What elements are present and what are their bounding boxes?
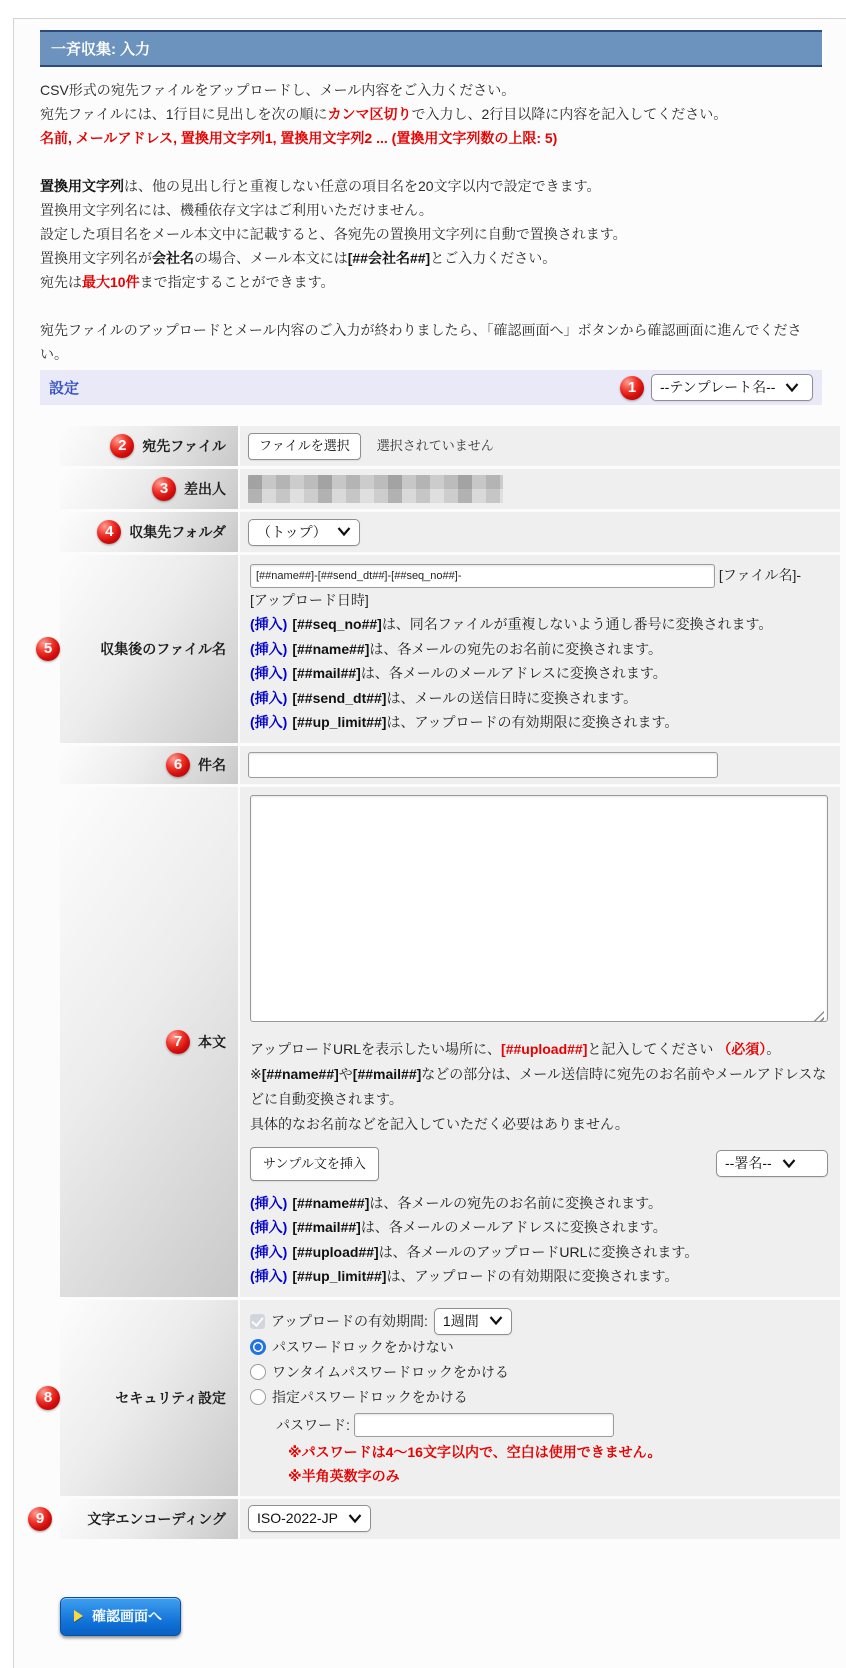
row-label-cell <box>60 512 238 552</box>
row-value-cell <box>240 512 840 552</box>
intro-line: 置換用文字列は、他の見出し行と重複しない任意の項目名を20文字以内で設定できます。 <box>40 178 601 194</box>
sender-value-redacted <box>248 475 503 503</box>
recipient-file-label: 宛先ファイル <box>142 438 226 454</box>
body-label: 本文 <box>198 1033 226 1050</box>
row-label-cell <box>60 787 238 1297</box>
insert-link[interactable]: (挿入) <box>250 1219 288 1236</box>
intro-text <box>40 78 822 366</box>
page-title: 一斉収集: 入力 <box>40 30 822 67</box>
row-value-cell <box>240 1499 840 1539</box>
body-textarea[interactable] <box>250 795 828 1022</box>
step-badge-3: 3 <box>152 477 176 501</box>
radio-onetime-password-lock[interactable]: ワンタイムパスワードロックをかける <box>250 1360 830 1385</box>
confirm-button[interactable] <box>60 1597 181 1636</box>
insert-hint: (挿入) [##send_dt##]は、メールの送信日時に変換されます。 <box>250 689 638 706</box>
play-triangle-icon <box>74 1610 83 1622</box>
security-label: セキュリティ設定 <box>115 1389 226 1406</box>
template-select[interactable] <box>651 374 813 401</box>
row-body <box>60 787 840 1297</box>
encoding-label: 文字エンコーディング <box>87 1510 226 1527</box>
filename-suffix: [ファイル名]- <box>718 567 802 583</box>
row-security <box>43 1300 840 1496</box>
insert-hint: (挿入) [##seq_no##]は、同名ファイルが重複しないよう通し番号に変換されます。 <box>250 616 773 633</box>
signature-select-value: --署名-- <box>725 1155 772 1172</box>
radio-unselected-icon <box>250 1389 266 1405</box>
intro-line: 宛先は最大10件まで指定することができます。 <box>40 274 335 290</box>
radio-no-password-lock[interactable]: パスワードロックをかけない <box>250 1335 830 1360</box>
upload-period-select[interactable] <box>434 1308 512 1335</box>
row-label-cell <box>60 469 238 509</box>
chevron-down-icon <box>782 1159 796 1168</box>
confirm-button-label: 確認画面へ <box>92 1607 162 1624</box>
filename-label: 収集後のファイル名 <box>100 640 226 657</box>
insert-hint: (挿入) [##mail##]は、各メールのメールアドレスに変換されます。 <box>250 1219 667 1236</box>
sender-label: 差出人 <box>184 481 226 497</box>
row-value-cell <box>240 469 840 509</box>
encoding-select-value: ISO-2022-JP <box>257 1510 338 1527</box>
row-value-cell <box>240 555 840 743</box>
subject-input[interactable] <box>248 752 718 778</box>
chevron-down-icon <box>337 527 351 536</box>
password-label: パスワード: <box>276 1416 350 1433</box>
insert-link[interactable]: (挿入) <box>250 1194 288 1211</box>
chevron-down-icon <box>785 383 799 392</box>
intro-line: 宛先ファイルには、1行目に見出しを次の順にカンマ区切りで入力し、2行目以降に内容を記入してください。 <box>40 106 728 122</box>
upload-period-label: アップロードの有効期間: <box>271 1312 428 1329</box>
insert-hint: (挿入) [##name##]は、各メールの宛先のお名前に変換されます。 <box>250 640 662 657</box>
password-charset-note: ※半角英数字のみ <box>288 1467 400 1484</box>
insert-hint: (挿入) [##upload##]は、各メールのアップロードURLに変換されます。 <box>250 1243 699 1260</box>
insert-hint: (挿入) [##up_limit##]は、アップロードの有効期限に変換されます。 <box>250 714 679 731</box>
row-folder <box>60 512 840 552</box>
intro-line: 設定した項目名をメール本文中に記載すると、各宛先の置換用文字列に自動で置換されます。 <box>40 226 627 242</box>
intro-line: 宛先ファイルのアップロードとメール内容のご入力が終わりましたら、「確認画面へ」ボタンから確認画面に進んでください。 <box>40 322 802 362</box>
row-value-cell <box>240 787 840 1297</box>
filename-suffix-line2: [アップロード日時] <box>250 592 369 609</box>
insert-hint: (挿入) [##name##]は、各メールの宛先のお名前に変換されます。 <box>250 1194 662 1211</box>
radio-specified-password-lock[interactable]: 指定パスワードロックをかける <box>250 1385 830 1410</box>
page-container <box>13 18 846 1668</box>
encoding-select[interactable] <box>248 1505 371 1532</box>
step-badge-8: 8 <box>36 1386 60 1410</box>
row-label-cell <box>60 746 238 784</box>
step-badge-2: 2 <box>110 434 134 458</box>
insert-link[interactable]: (挿入) <box>250 665 288 682</box>
insert-link[interactable]: (挿入) <box>250 1268 288 1285</box>
upload-period-checkbox <box>250 1314 265 1329</box>
step-badge-7: 7 <box>166 1030 190 1054</box>
step-badge-1: 1 <box>620 376 644 400</box>
row-sender <box>60 469 840 509</box>
settings-form-table <box>35 426 840 1539</box>
intro-line: CSV形式の宛先ファイルをアップロードし、メール内容をご入力ください。 <box>40 82 516 98</box>
signature-select[interactable] <box>716 1150 828 1177</box>
insert-link[interactable]: (挿入) <box>250 1243 288 1260</box>
row-recipient-file <box>60 426 840 466</box>
file-status-text: 選択されていません <box>376 438 494 453</box>
filename-input[interactable] <box>250 564 715 588</box>
row-label-cell <box>60 426 238 466</box>
upload-period-select-value: 1週間 <box>442 1312 479 1329</box>
body-note-no-real-name: 具体的なお名前などを記入していただく必要はありません。 <box>250 1115 629 1132</box>
step-badge-5: 5 <box>36 637 60 661</box>
body-note-auto-replace: ※[##name##]や[##mail##]などの部分は、メール送信時に宛先のお名前やメールアドレスなどに自動変換されます。 <box>250 1065 827 1107</box>
folder-select-value: （トップ） <box>257 523 327 540</box>
choose-file-button[interactable]: ファイルを選択 <box>248 433 361 460</box>
intro-line: 置換用文字列名には、機種依存文字はご利用いただけません。 <box>40 202 433 218</box>
row-subject <box>60 746 840 784</box>
step-badge-6: 6 <box>166 753 190 777</box>
folder-label: 収集先フォルダ <box>129 524 226 540</box>
insert-link[interactable]: (挿入) <box>250 689 288 706</box>
subject-label: 件名 <box>198 756 226 773</box>
insert-hint: (挿入) [##mail##]は、各メールのメールアドレスに変換されます。 <box>250 665 667 682</box>
chevron-down-icon <box>348 1514 362 1523</box>
settings-section-header <box>40 370 822 405</box>
body-note-upload: アップロードURLを表示したい場所に、[##upload##]と記入してください （必須）。 <box>250 1040 781 1057</box>
password-rule-note: ※パスワードは4～16文字以内で、空白は使用できません。 <box>288 1443 662 1460</box>
row-value-cell <box>240 746 840 784</box>
row-value-cell <box>240 426 840 466</box>
row-value-cell <box>240 1300 840 1496</box>
row-label-cell <box>43 555 238 743</box>
step-badge-9: 9 <box>28 1507 52 1531</box>
row-label-cell <box>43 1300 238 1496</box>
folder-select[interactable] <box>248 519 360 546</box>
intro-line: 置換用文字列名が会社名の場合、メール本文には[##会社名##]とご入力ください。 <box>40 250 557 266</box>
insert-hint: (挿入) [##up_limit##]は、アップロードの有効期限に変換されます。 <box>250 1268 679 1285</box>
radio-selected-icon <box>250 1339 266 1355</box>
row-filename <box>43 555 840 743</box>
insert-link[interactable]: (挿入) <box>250 714 288 731</box>
template-select-value: --テンプレート名-- <box>660 379 776 395</box>
row-encoding <box>35 1499 840 1539</box>
row-label-cell <box>35 1499 238 1539</box>
password-input[interactable] <box>354 1413 614 1437</box>
insert-sample-button[interactable]: サンプル文を挿入 <box>250 1147 379 1181</box>
settings-title: 設定 <box>49 380 80 397</box>
chevron-down-icon <box>489 1316 503 1325</box>
step-badge-4: 4 <box>97 520 121 544</box>
insert-link[interactable]: (挿入) <box>250 640 288 657</box>
intro-line-csv-format: 名前, メールアドレス, 置換用文字列1, 置換用文字列2 ... (置換用文字列数の上限: 5) <box>40 130 558 146</box>
insert-link[interactable]: (挿入) <box>250 616 288 633</box>
radio-unselected-icon <box>250 1364 266 1380</box>
